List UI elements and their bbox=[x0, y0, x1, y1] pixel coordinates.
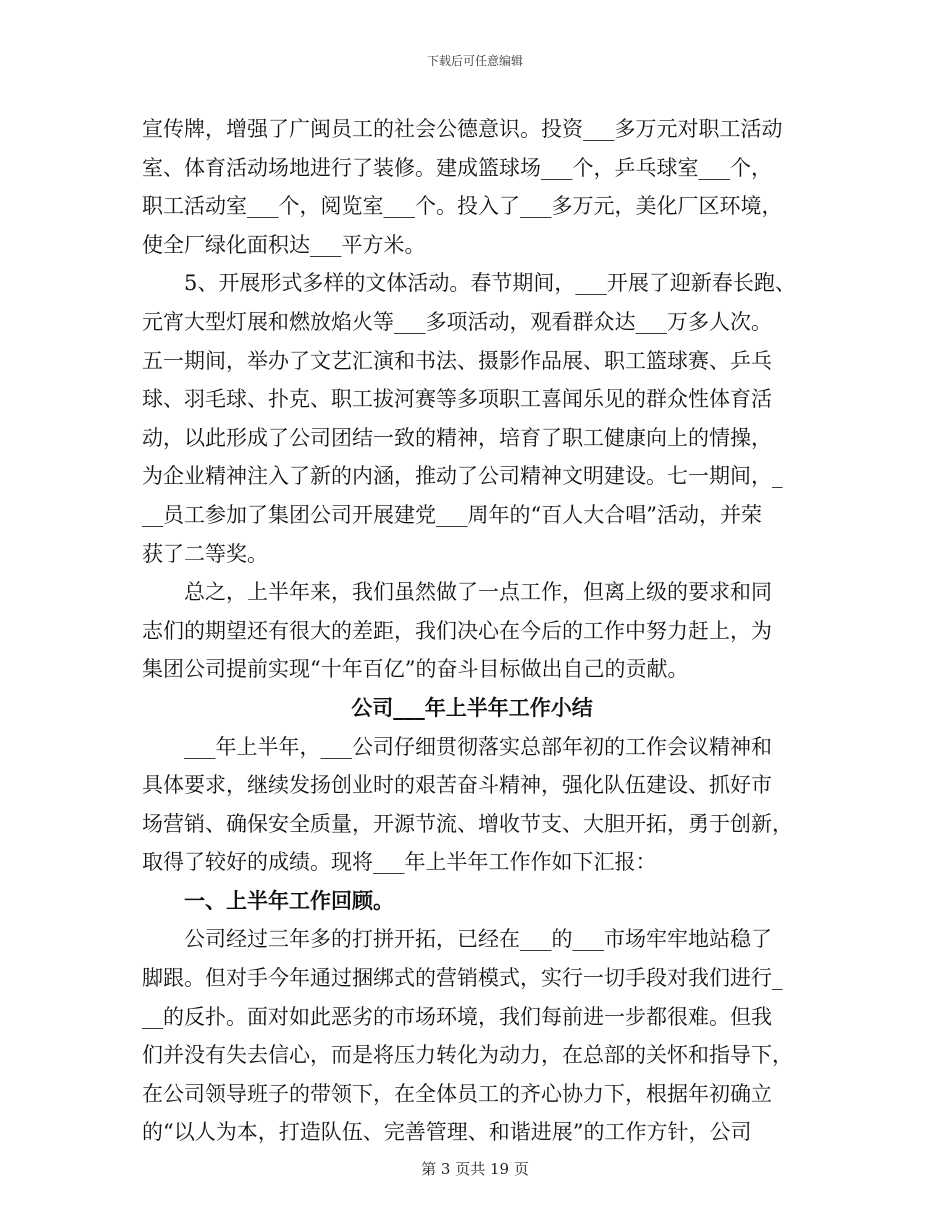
page-header: 下载后可任意编辑 bbox=[426, 54, 523, 68]
text-line: __员工参加了集团公司开展建党___周年的“百人大合唱”活动，并荣 bbox=[142, 502, 762, 527]
text-line: 使全厂绿化面积达___平方米。 bbox=[142, 232, 426, 257]
paragraph-start: 5、开展形式多样的文体活动。春节期间，___开展了迎新春长跑、 bbox=[184, 271, 796, 296]
text-line: __的反扑。面对如此恶劣的市场环境，我们每前进一步都很难。但我 bbox=[142, 1004, 772, 1029]
text-line: 职工活动室___个，阅览室___个。投入了___多万元，美化厂区环境， bbox=[142, 194, 783, 219]
text-line: 五一期间，举办了文艺汇演和书法、摄影作品展、职工篮球赛、乒乓 bbox=[142, 348, 772, 373]
text-line: 元宵大型灯展和燃放焰火等___多项活动，观看群众达___万多人次。 bbox=[142, 309, 772, 334]
section-title: 公司___年上半年工作小结 bbox=[351, 694, 593, 720]
text-line: 为企业精神注入了新的内涵，推动了公司精神文明建设。七一期间，_ bbox=[142, 464, 783, 489]
document-body bbox=[142, 110, 802, 1152]
paragraph-start: ___年上半年，___公司仔细贯彻落实总部年初的工作会议精神和 bbox=[184, 734, 772, 759]
text-line: 在公司领导班子的带领下，在全体员工的齐心协力下，根据年初确立 bbox=[142, 1081, 772, 1106]
text-line: 们并没有失去信心，而是将压力转化为动力，在总部的关怀和指导下， bbox=[142, 1043, 793, 1068]
text-line: 获了二等奖。 bbox=[142, 541, 268, 566]
text-line: 球、羽毛球、扑克、职工拔河赛等多项职工喜闻乐见的群众性体育活 bbox=[142, 387, 772, 412]
text-line: 具体要求，继续发扬创业时的艰苦奋斗精神，强化队伍建设、抓好市 bbox=[142, 773, 772, 798]
paragraph-start: 总之，上半年来，我们虽然做了一点工作，但离上级的要求和同 bbox=[184, 580, 772, 605]
text-line: 室、体育活动场地进行了装修。建成篮球场___个，乒乓球室___个， bbox=[142, 155, 772, 180]
text-line: 脚跟。但对手今年通过捆绑式的营销模式，实行一切手段对我们进行_ bbox=[142, 966, 783, 991]
page-footer: 第 3 页共 19 页 bbox=[421, 1160, 529, 1178]
text-line: 志们的期望还有很大的差距，我们决心在今后的工作中努力赶上，为 bbox=[142, 618, 772, 643]
text-line: 动，以此形成了公司团结一致的精神，培育了职工健康向上的情操， bbox=[142, 425, 772, 450]
text-line: 宣传牌，增强了广闽员工的社会公德意识。投资___多万元对职工活动 bbox=[142, 117, 783, 141]
subsection-heading: 一、上半年工作回顾。 bbox=[184, 887, 394, 913]
paragraph-start: 公司经过三年多的打拼开拓，已经在___的___市场牢牢地站稳了 bbox=[184, 927, 772, 952]
text-line: 的“以人为本，打造队伍、完善管理、和谐进展”的工作方针，公司 bbox=[142, 1120, 752, 1145]
text-line: 场营销、确保安全质量，开源节流、增收节支、大胆开拓，勇于创新， bbox=[142, 811, 793, 836]
text-line: 集团公司提前实现“十年百亿”的奋斗目标做出自己的贡献。 bbox=[142, 657, 689, 682]
text-line: 取得了较好的成绩。现将___年上半年工作作如下汇报： bbox=[142, 850, 657, 875]
